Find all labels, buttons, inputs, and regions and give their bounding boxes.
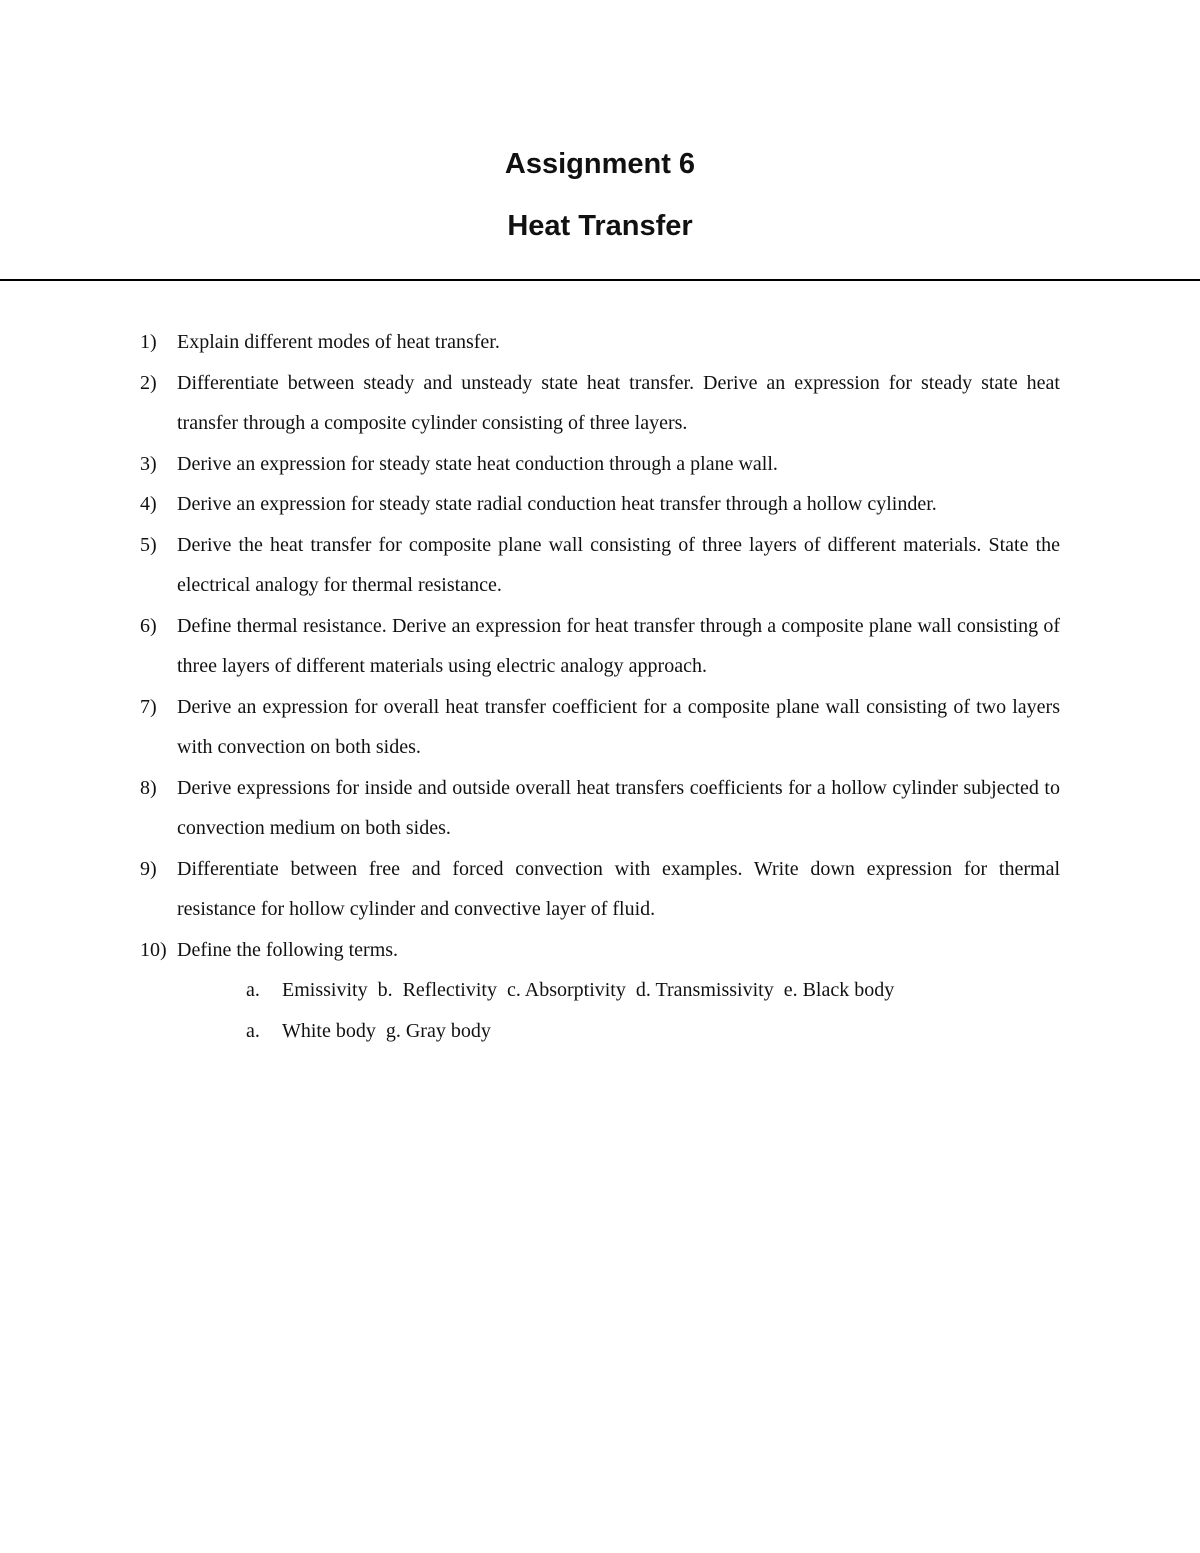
question-item — [140, 322, 1060, 363]
term-list-marker: a. — [246, 1019, 260, 1042]
question-text: Differentiate between steady and unsteady state heat transfer. Derive an expression for steady state heat transfer through a composite cylinder consisting of three layers. — [177, 371, 1060, 434]
header-divider — [0, 279, 1200, 281]
question-text: Define thermal resistance. Derive an expression for heat transfer through a composite plane wall consisting of three layers of different materials using electric analogy approach. — [177, 614, 1060, 677]
question-list — [140, 322, 1060, 1051]
question-item — [140, 930, 1060, 971]
question-text: Derive an expression for steady state heat conduction through a plane wall. — [177, 452, 778, 475]
document-subtitle: Heat Transfer — [507, 210, 693, 242]
question-number: 1) — [140, 331, 157, 353]
question-item — [140, 768, 1060, 849]
question-item — [140, 525, 1060, 606]
question-text: Derive expressions for inside and outside overall heat transfers coefficients for a hollow cylinder subjected to convection medium on both sides. — [177, 776, 1060, 839]
question-text: Explain different modes of heat transfer. — [177, 331, 500, 353]
term-list-line — [140, 1011, 1060, 1052]
question-text: Differentiate between free and forced convection with examples. Write down expression for thermal resistance for hollow cylinder and convective layer of fluid. — [177, 857, 1060, 920]
document-header — [0, 140, 1200, 250]
question-item — [140, 687, 1060, 768]
question-number: 2) — [140, 371, 157, 394]
question-number: 6) — [140, 614, 157, 637]
question-number: 4) — [140, 493, 157, 515]
question-number: 9) — [140, 857, 157, 880]
question-text: Derive the heat transfer for composite plane wall consisting of three layers of different materials. State the electrical analogy for thermal resistance. — [177, 533, 1060, 596]
question-number: 7) — [140, 695, 157, 718]
question-text: Derive an expression for steady state radial conduction heat transfer through a hollow cylinder. — [177, 493, 937, 515]
term-list-text: White body g. Gray body — [282, 1019, 491, 1042]
question-number: 8) — [140, 776, 157, 799]
question-number: 5) — [140, 533, 157, 556]
question-item — [140, 444, 1060, 485]
question-number: 10) — [140, 938, 167, 961]
question-number: 3) — [140, 452, 157, 475]
term-list-marker: a. — [246, 979, 260, 1001]
question-text: Define the following terms. — [177, 938, 399, 961]
question-item — [140, 484, 1060, 525]
term-list-text: Emissivity b. Reflectivity c. Absorptivity d. Transmissivity e. Black body — [282, 979, 895, 1001]
question-item — [140, 849, 1060, 930]
question-item — [140, 606, 1060, 687]
document-title: Assignment 6 — [504, 148, 696, 180]
question-item — [140, 363, 1060, 444]
term-list-line — [140, 970, 1060, 1011]
question-text: Derive an expression for overall heat transfer coefficient for a composite plane wall consisting of two layers with convection on both sides. — [177, 695, 1060, 758]
